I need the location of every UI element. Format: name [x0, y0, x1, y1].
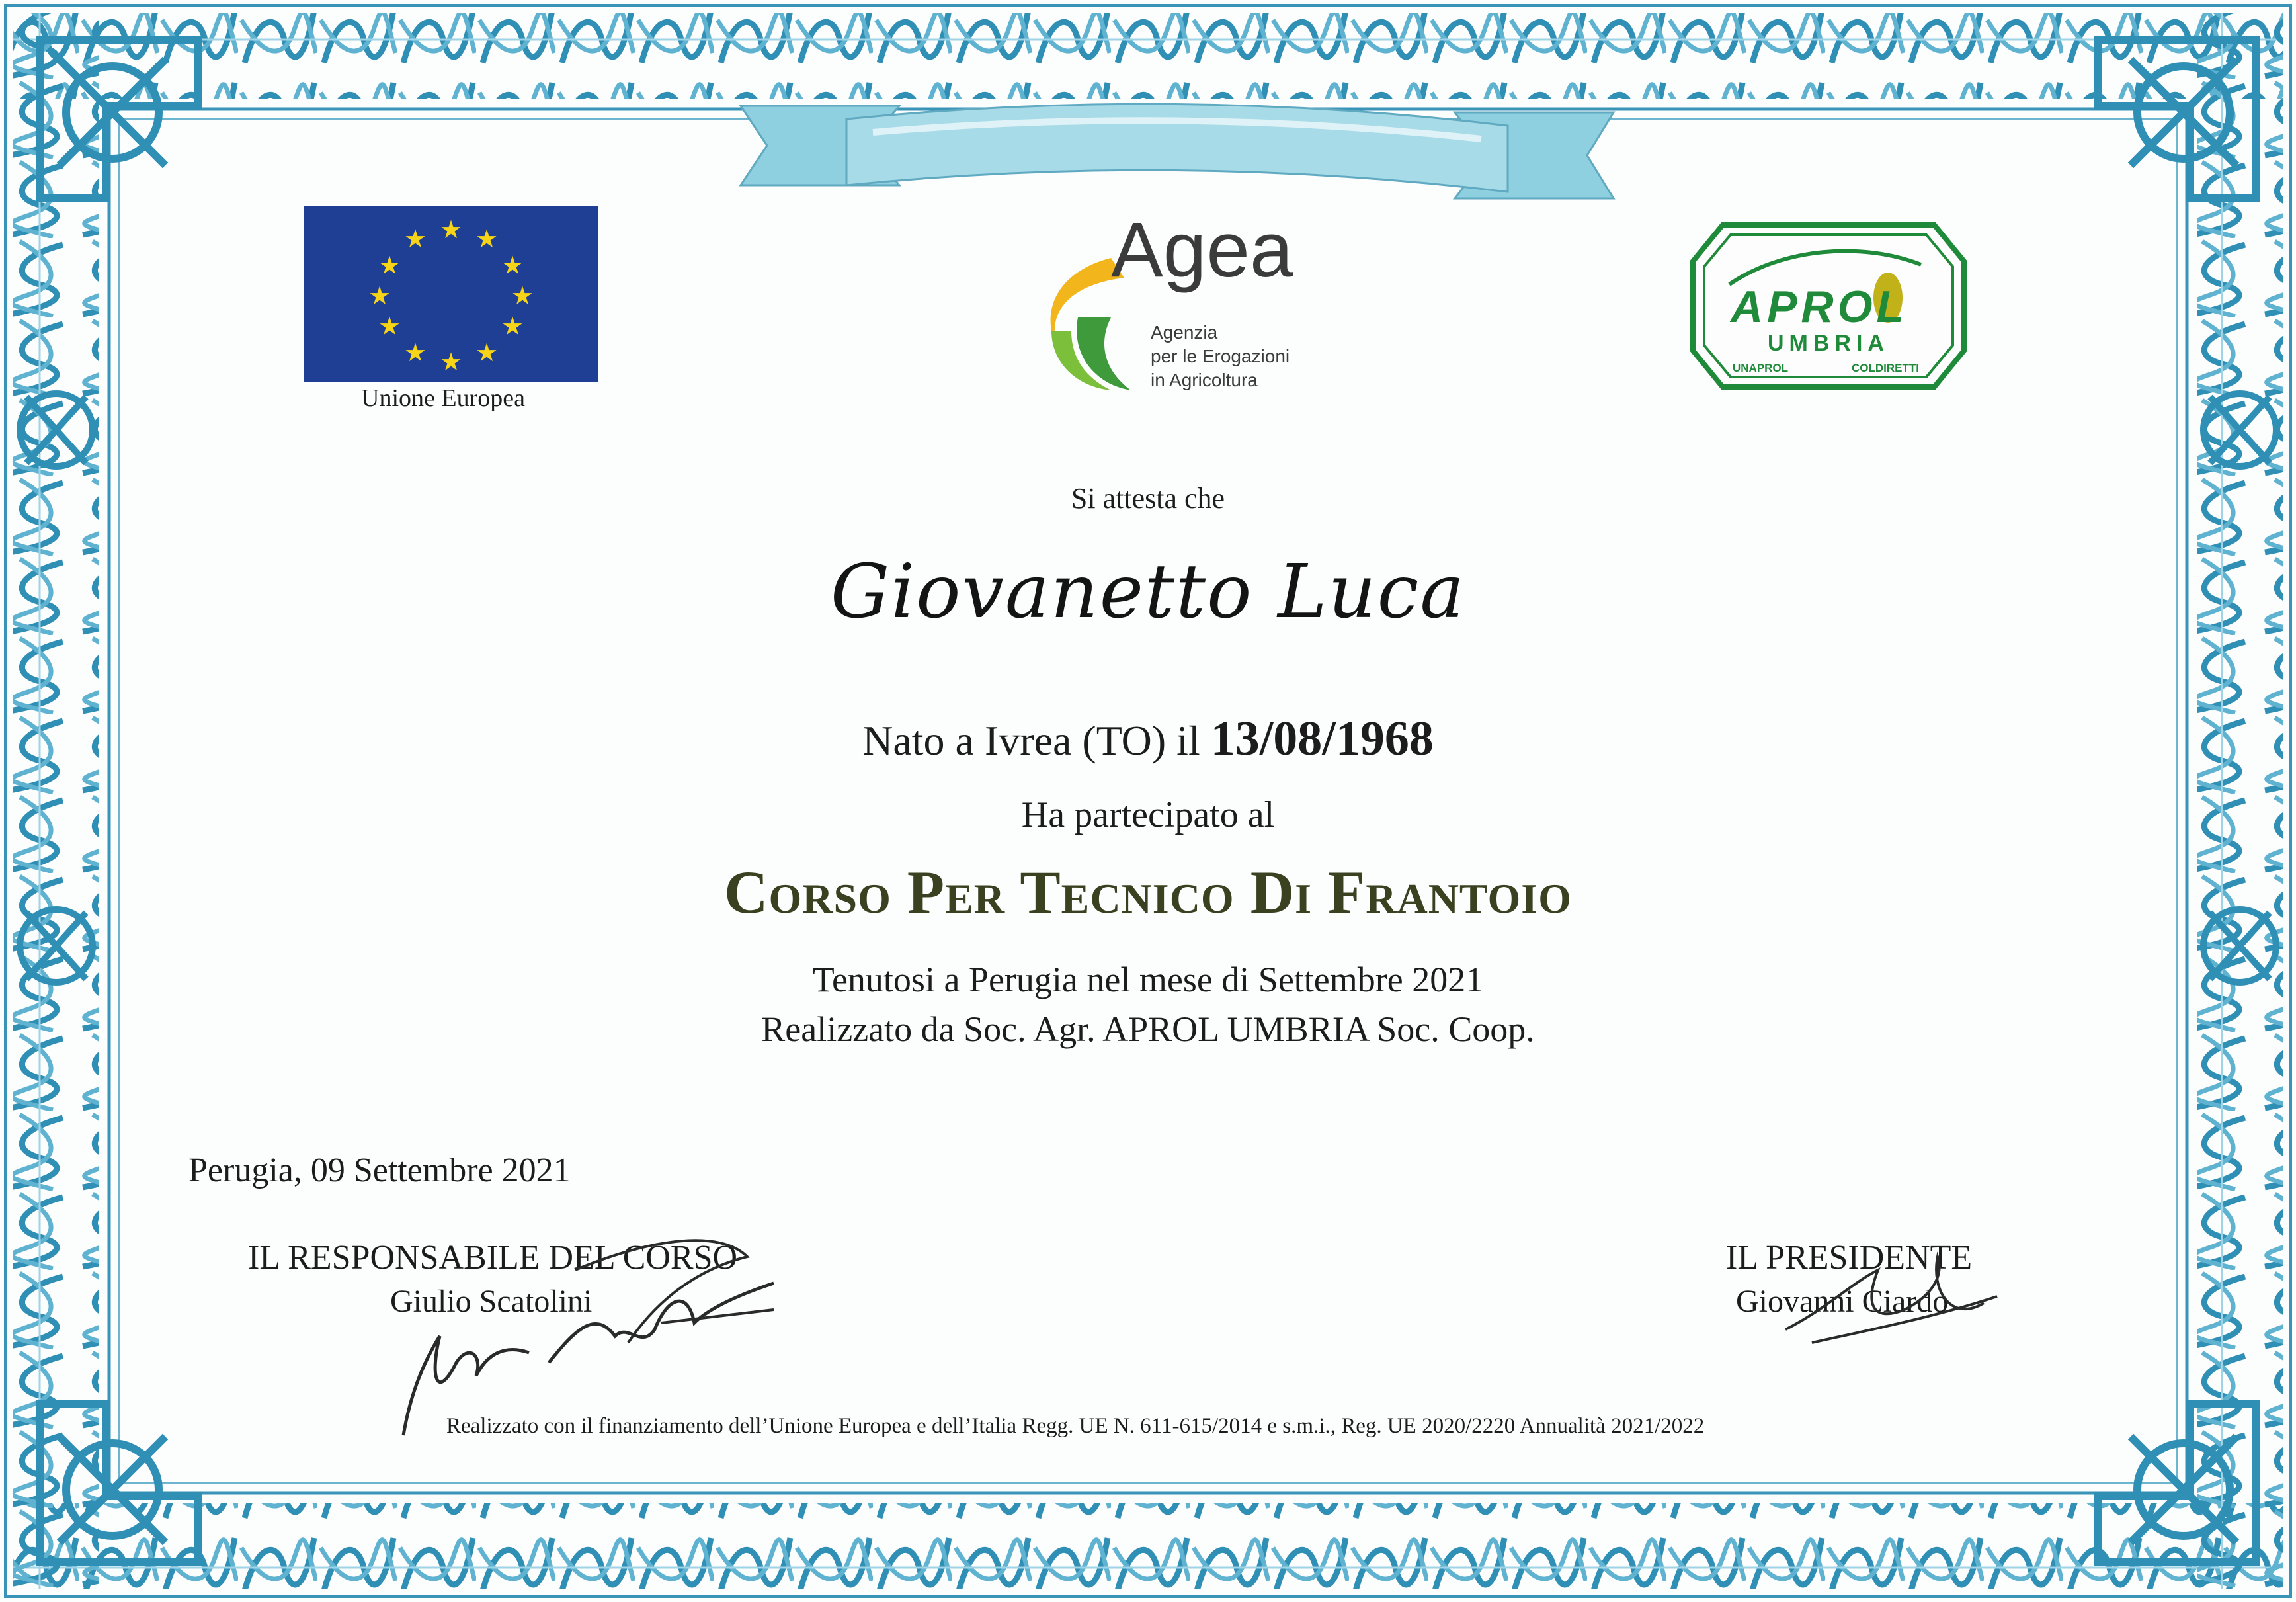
agea-subtitle-line1: Agenzia: [1151, 322, 1218, 343]
agea-wordmark: Agea: [1111, 206, 1293, 294]
organized-text: Realizzato da Soc. Agr. APROL UMBRIA Soc. Coop.: [761, 1009, 1535, 1049]
eu-caption: Unione Europea: [361, 384, 525, 412]
svg-text:★: ★: [501, 252, 524, 280]
president-title: IL PRESIDENTE: [1726, 1239, 1973, 1277]
president-signature: [1772, 1230, 2024, 1363]
svg-text:★: ★: [511, 282, 534, 310]
birth-prefix: Nato a Ivrea (TO) il: [862, 717, 1200, 764]
place-date: Perugia, 09 Settembre 2021: [188, 1152, 571, 1189]
svg-text:★: ★: [501, 313, 524, 341]
attesta-text: Si attesta che: [1071, 482, 1225, 515]
aprol-wordmark: APROL: [1731, 282, 1908, 332]
aprol-unaprol: UNAPROL: [1733, 362, 1789, 374]
svg-text:★: ★: [439, 349, 463, 376]
course-manager-title: IL RESPONSABILE DEL CORSO: [248, 1239, 738, 1277]
svg-text:★: ★: [378, 252, 401, 280]
aprol-region: UMBRIA: [1768, 331, 1889, 356]
participated-text: Ha partecipato al: [1021, 794, 1275, 835]
birth-info: [0, 711, 2296, 767]
course-title: Corso Per Tecnico Di Frantoio: [724, 859, 1572, 926]
agea-subtitle-line3: in Agricoltura: [1151, 370, 1258, 390]
course-manager-name: Giulio Scatolini: [390, 1284, 593, 1319]
svg-text:★: ★: [368, 282, 391, 310]
svg-text:★: ★: [403, 339, 427, 367]
funding-footnote: Realizzato con il finanziamento dell’Unione Europea e dell’Italia Regg. UE N. 611-615/2014 e s.m.i., Reg. UE 2020/2220 Annualità 2021/2022: [446, 1414, 1705, 1438]
agea-subtitle-line2: per le Erogazioni: [1151, 346, 1290, 366]
bottom-border-band: [13, 1503, 2283, 1589]
svg-text:★: ★: [475, 226, 499, 253]
top-border-band: [13, 13, 2283, 99]
recipient-name: Giovanetto Luca: [830, 549, 1466, 635]
president-name: Giovanni Ciardo: [1736, 1284, 1949, 1319]
aprol-umbria-logo: [1690, 222, 1967, 390]
eu-flag-logo: [304, 206, 598, 382]
held-text: Tenutosi a Perugia nel mese di Settembre 2021: [812, 960, 1484, 999]
birth-date: 13/08/1968: [1210, 712, 1434, 766]
aprol-coldiretti: COLDIRETTI: [1852, 362, 1919, 374]
agea-logo: [1032, 205, 1309, 403]
svg-text:★: ★: [439, 216, 463, 244]
agea-subtitle: [1151, 321, 1290, 392]
svg-text:★: ★: [378, 313, 401, 341]
svg-text:★: ★: [475, 339, 499, 367]
svg-text:★: ★: [403, 226, 427, 253]
